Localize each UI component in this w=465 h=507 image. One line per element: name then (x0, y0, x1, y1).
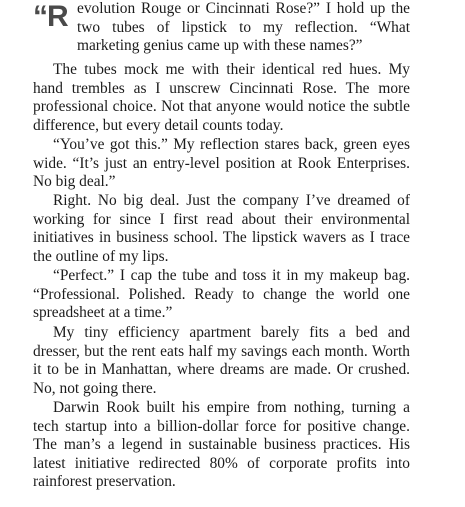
paragraph-2: “You’ve got this.” My reflection stares back, green eyes wide. “It’s just an entry-level position at Rook Enterprises. No big deal.” (33, 136, 410, 191)
paragraph-5: My tiny efficiency apartment barely fits a bed and dresser, but the rent eats half my savings each month. Worth it to be in Manhattan, where dreams are made. Or crushed. No, not going there. (33, 324, 410, 397)
opening-continuation: two tubes of lipstick to my reflection. “What marketing genius came up with these names?” (77, 18, 410, 55)
paragraph-1: The tubes mock me with their identical red hues. My hand trembles as I unscrew Cincinnati Rose. The more professional choice. Not that anyone would notice the subtle difference, but every detail counts today. (33, 61, 410, 134)
paragraph-3: Right. No big deal. Just the company I’ve dreamed of working for since I first read about their environmental initiatives in business school. The lipstick wavers as I trace the outline of my lips. (33, 192, 410, 265)
opening-first-line: evolution Rouge or Cincinnati Rose?” I hold up the (77, 0, 410, 17)
paragraph-4: “Perfect.” I cap the tube and toss it in my makeup bag. “Professional. Polished. Ready to change the world one spreadsheet at a time.” (33, 267, 410, 322)
opening-paragraph (33, 0, 410, 56)
drop-cap: “R (33, 0, 68, 33)
paragraph-6: Darwin Rook built his empire from nothing, turning a tech startup into a billion-dollar force for positive change. The man’s a legend in sustainable business practices. His latest initiative redirected 80% of corporate profits into rainforest preservation. (33, 399, 410, 491)
